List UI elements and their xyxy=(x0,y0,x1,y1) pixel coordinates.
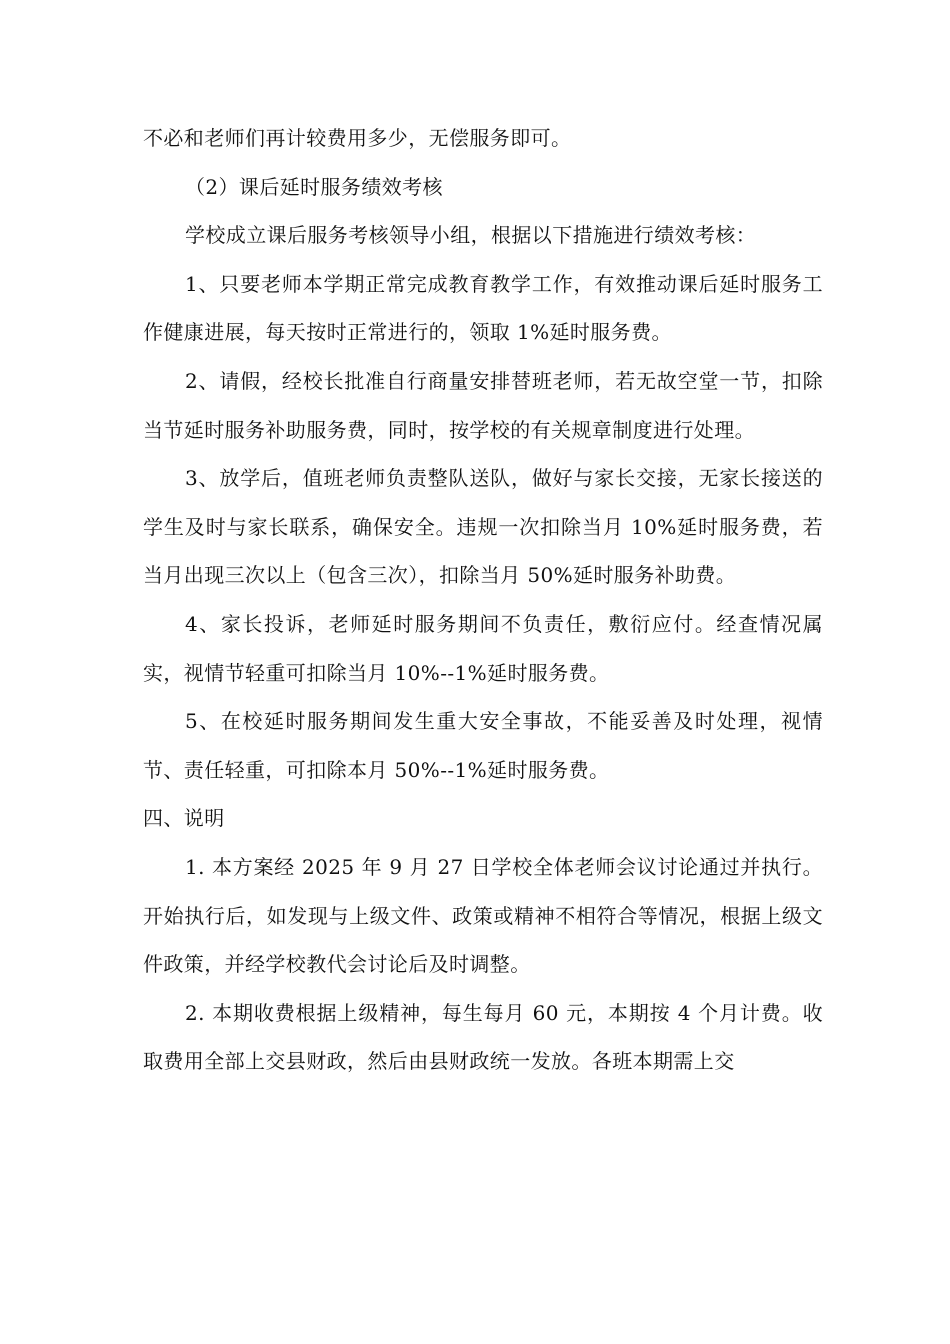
list-item-5: 5、在校延时服务期间发生重大安全事故，不能妥善及时处理，视情节、责任轻重，可扣除本月 50%--1%延时服务费。 xyxy=(143,709,823,782)
paragraph-intro: 学校成立课后服务考核领导小组，根据以下措施进行绩效考核： xyxy=(185,223,757,248)
note-item-1: 1. 本方案经 2025 年 9 月 27 日学校全体老师会议讨论通过并执行。开始执行后，如发现与上级文件、政策或精神不相符合等情况，根据上级文件政策，并经学校教代会讨论后及时调整。 xyxy=(143,854,823,977)
list-item-2: 2、请假，经校长批准自行商量安排替班老师，若无故空堂一节，扣除当节延时服务补助服务费，同时，按学校的有关规章制度进行处理。 xyxy=(143,368,823,442)
note-item-2: 2. 本期收费根据上级精神，每生每月 60 元，本期按 4 个月计费。收取费用全部上交县财政，然后由县财政统一发放。各班本期需上交 xyxy=(143,1000,823,1074)
list-item-4: 4、家长投诉，老师延时服务期间不负责任，敷衍应付。经查情况属实，视情节轻重可扣除当月 10%--1%延时服务费。 xyxy=(143,611,823,685)
section-heading: 四、说明 xyxy=(143,806,225,831)
subsection-heading: （2）课后延时服务绩效考核 xyxy=(185,174,443,199)
document-body xyxy=(143,114,823,1086)
list-item-3: 3、放学后，值班老师负责整队送队，做好与家长交接，无家长接送的学生及时与家长联系，确保安全。违规一次扣除当月 10%延时服务费，若当月出现三次以上（包含三次），扣除当月 50%延时服务补助费。 xyxy=(143,466,823,588)
list-item-1: 1、只要老师本学期正常完成教育教学工作，有效推动课后延时服务工作健康进展，每天按时正常进行的，领取 1%延时服务费。 xyxy=(143,271,823,345)
paragraph-continuation: 不必和老师们再计较费用多少，无偿服务即可。 xyxy=(143,126,572,150)
